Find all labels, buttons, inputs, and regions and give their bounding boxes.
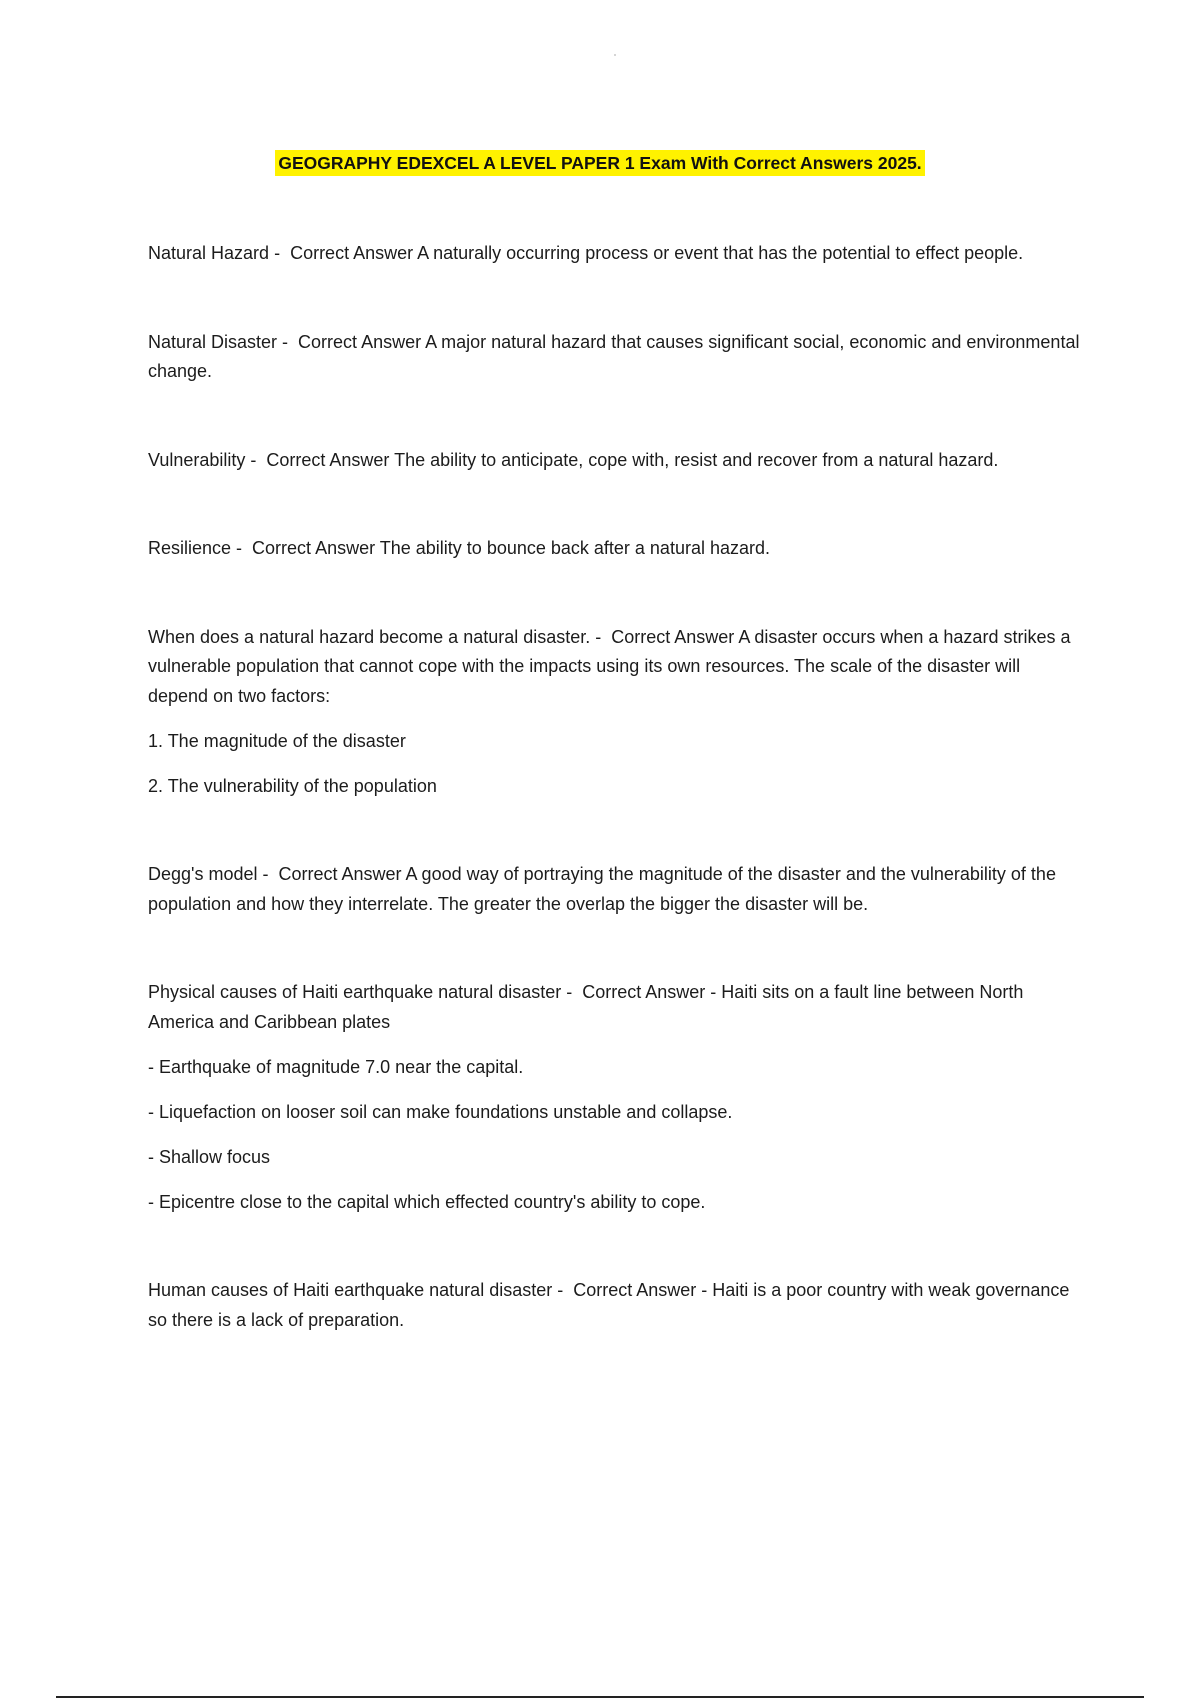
qa-point: 2. The vulnerability of the population bbox=[148, 775, 437, 796]
qa-paragraph bbox=[148, 239, 1083, 269]
qa-term: When does a natural hazard become a natural disaster. - bbox=[148, 627, 606, 647]
page-speck bbox=[614, 54, 616, 56]
qa-term: Vulnerability - bbox=[148, 450, 261, 470]
qa-point: 1. The magnitude of the disaster bbox=[148, 730, 406, 751]
qa-entry bbox=[148, 446, 1083, 476]
qa-paragraph bbox=[148, 1276, 1083, 1335]
qa-entry bbox=[148, 239, 1083, 269]
qa-paragraph bbox=[148, 978, 1083, 1037]
qa-point: - Earthquake of magnitude 7.0 near the capital. bbox=[148, 1056, 524, 1077]
qa-answer: Correct Answer A disaster occurs when a hazard strikes a vulnerable population that cannot cope with the impacts using its own resources. The scale of the disaster will depend on two factors: bbox=[148, 626, 1071, 706]
qa-paragraph bbox=[148, 534, 1083, 564]
qa-answer: Correct Answer - Haiti sits on a fault line between North America and Caribbean plates bbox=[148, 982, 1024, 1032]
qa-answer: Correct Answer A naturally occurring process or event that has the potential to effect people. bbox=[285, 243, 1024, 263]
qa-answer: Correct Answer - Haiti is a poor country with weak governance so there is a lack of preparation. bbox=[148, 1280, 1070, 1330]
document-title: GEOGRAPHY EDEXCEL A LEVEL PAPER 1 Exam With Correct Answers 2025. bbox=[275, 150, 924, 176]
qa-answer: Correct Answer The ability to anticipate, cope with, resist and recover from a natural hazard. bbox=[261, 449, 999, 470]
qa-paragraph bbox=[148, 328, 1083, 387]
qa-entry bbox=[148, 978, 1083, 1217]
qa-answer: Correct Answer A good way of portraying the magnitude of the disaster and the vulnerability of the population and how they interrelate. The greater the overlap the bigger the disaster will be. bbox=[148, 864, 1056, 914]
qa-answer: Correct Answer The ability to bounce back after a natural hazard. bbox=[247, 538, 770, 558]
title-container bbox=[0, 150, 1200, 176]
footer-divider bbox=[56, 1696, 1144, 1698]
qa-entry bbox=[148, 328, 1083, 387]
qa-term: Human causes of Haiti earthquake natural disaster - bbox=[148, 1280, 568, 1300]
qa-point: - Epicentre close to the capital which effected country's ability to cope. bbox=[148, 1191, 706, 1212]
qa-entry bbox=[148, 623, 1083, 802]
qa-paragraph bbox=[148, 446, 1083, 476]
qa-entry bbox=[148, 1276, 1083, 1335]
qa-term: Physical causes of Haiti earthquake natural disaster - bbox=[148, 982, 577, 1002]
qa-entry bbox=[148, 860, 1083, 919]
qa-list bbox=[148, 239, 1083, 1394]
qa-paragraph bbox=[148, 860, 1083, 919]
qa-entry bbox=[148, 534, 1083, 564]
qa-term: Resilience - bbox=[148, 538, 247, 558]
qa-answer: Correct Answer A major natural hazard that causes significant social, economic and environmental change. bbox=[148, 331, 1080, 381]
qa-term: Natural Disaster - bbox=[148, 332, 293, 352]
qa-paragraph bbox=[148, 623, 1083, 712]
qa-point: - Liquefaction on looser soil can make foundations unstable and collapse. bbox=[148, 1101, 733, 1122]
qa-term: Natural Hazard - bbox=[148, 243, 285, 263]
qa-term: Degg's model - bbox=[148, 864, 274, 884]
qa-point: - Shallow focus bbox=[148, 1146, 271, 1167]
